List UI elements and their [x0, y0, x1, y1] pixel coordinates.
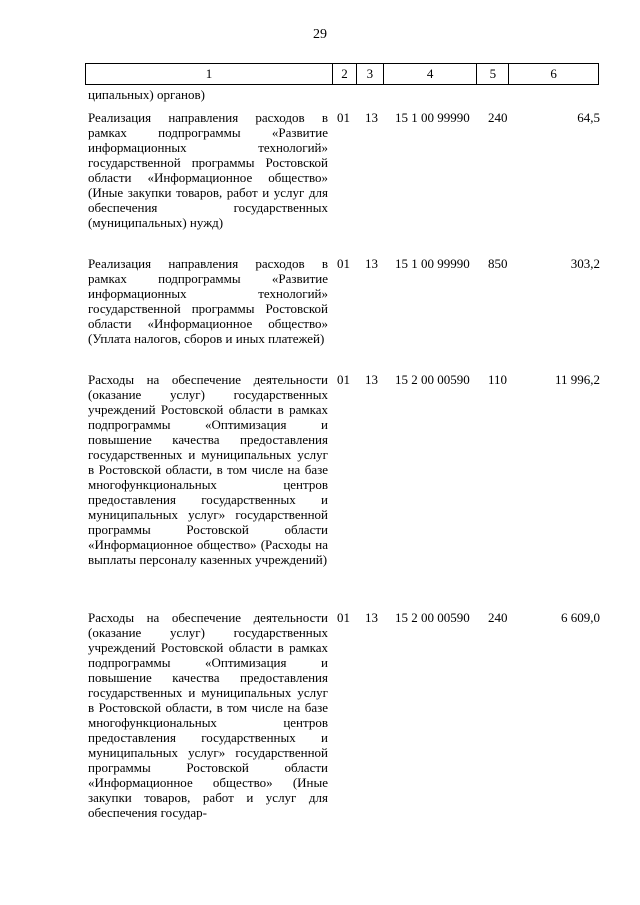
row-target-article: 15 2 00 00590	[395, 372, 470, 387]
row-subsection: 13	[365, 372, 378, 387]
row-description: Реализация направления расходов в рамках подпрограммы «Развитие информационных технологий» государственной программы Ростовской области «Информационное общество» (Иные закупки товаров, работ и услуг для обеспечения государственных (муниципальных) нужд)	[88, 110, 328, 230]
row-amount: 11 996,2	[554, 372, 600, 387]
row-amount: 303,2	[570, 256, 600, 271]
continuation-text: ципальных) органов)	[88, 87, 205, 102]
row-subsection: 13	[365, 110, 378, 125]
row-amount: 6 609,0	[561, 610, 600, 625]
row-section: 01	[337, 372, 350, 387]
row-section: 01	[337, 110, 350, 125]
header-col-1: 1	[86, 64, 333, 84]
row-description: Реализация направления расходов в рамках подпрограммы «Развитие информационных технологий» государственной программы Ростовской области «Информационное общество» (Уплата налогов, сборов и иных платежей)	[88, 256, 328, 346]
row-target-article: 15 2 00 00590	[395, 610, 470, 625]
row-subsection: 13	[365, 256, 378, 271]
header-col-2: 2	[333, 64, 357, 84]
row-amount: 64,5	[577, 110, 600, 125]
row-target-article: 15 1 00 99990	[395, 110, 470, 125]
row-expense-type: 240	[488, 110, 508, 125]
row-section: 01	[337, 610, 350, 625]
header-col-4: 4	[384, 64, 478, 84]
row-expense-type: 110	[488, 372, 508, 387]
header-col-6: 6	[550, 66, 557, 81]
header-col-3: 3	[357, 64, 384, 84]
table-header	[85, 63, 599, 85]
row-description: Расходы на обеспечение деятельности (оказание услуг) государственных учреждений Ростовской области в рамках подпрограммы «Оптимизация и повышение качества предоставления государственных и муниципальных услуг в Ростовской области, в том числе на базе многофункциональных центров предоставления государственных и муниципальных услуг» государственной программы Ростовской области «Информационное общество» (Иные закупки товаров, работ и услуг для обеспечения государ-	[88, 610, 328, 820]
row-expense-type: 240	[488, 610, 508, 625]
row-description: Расходы на обеспечение деятельности (оказание услуг) государственных учреждений Ростовской области в рамках подпрограммы «Оптимизация и повышение качества предоставления государственных и муниципальных услуг в Ростовской области, в том числе на базе многофункциональных центров предоставления государственных и муниципальных услуг» государственной программы Ростовской области «Информационное общество» (Расходы на выплаты персоналу казенных учреждений)	[88, 372, 328, 567]
row-expense-type: 850	[488, 256, 508, 271]
row-target-article: 15 1 00 99990	[395, 256, 470, 271]
row-section: 01	[337, 256, 350, 271]
page-number: 29	[313, 27, 327, 42]
header-col-5: 5	[477, 64, 509, 84]
row-subsection: 13	[365, 610, 378, 625]
